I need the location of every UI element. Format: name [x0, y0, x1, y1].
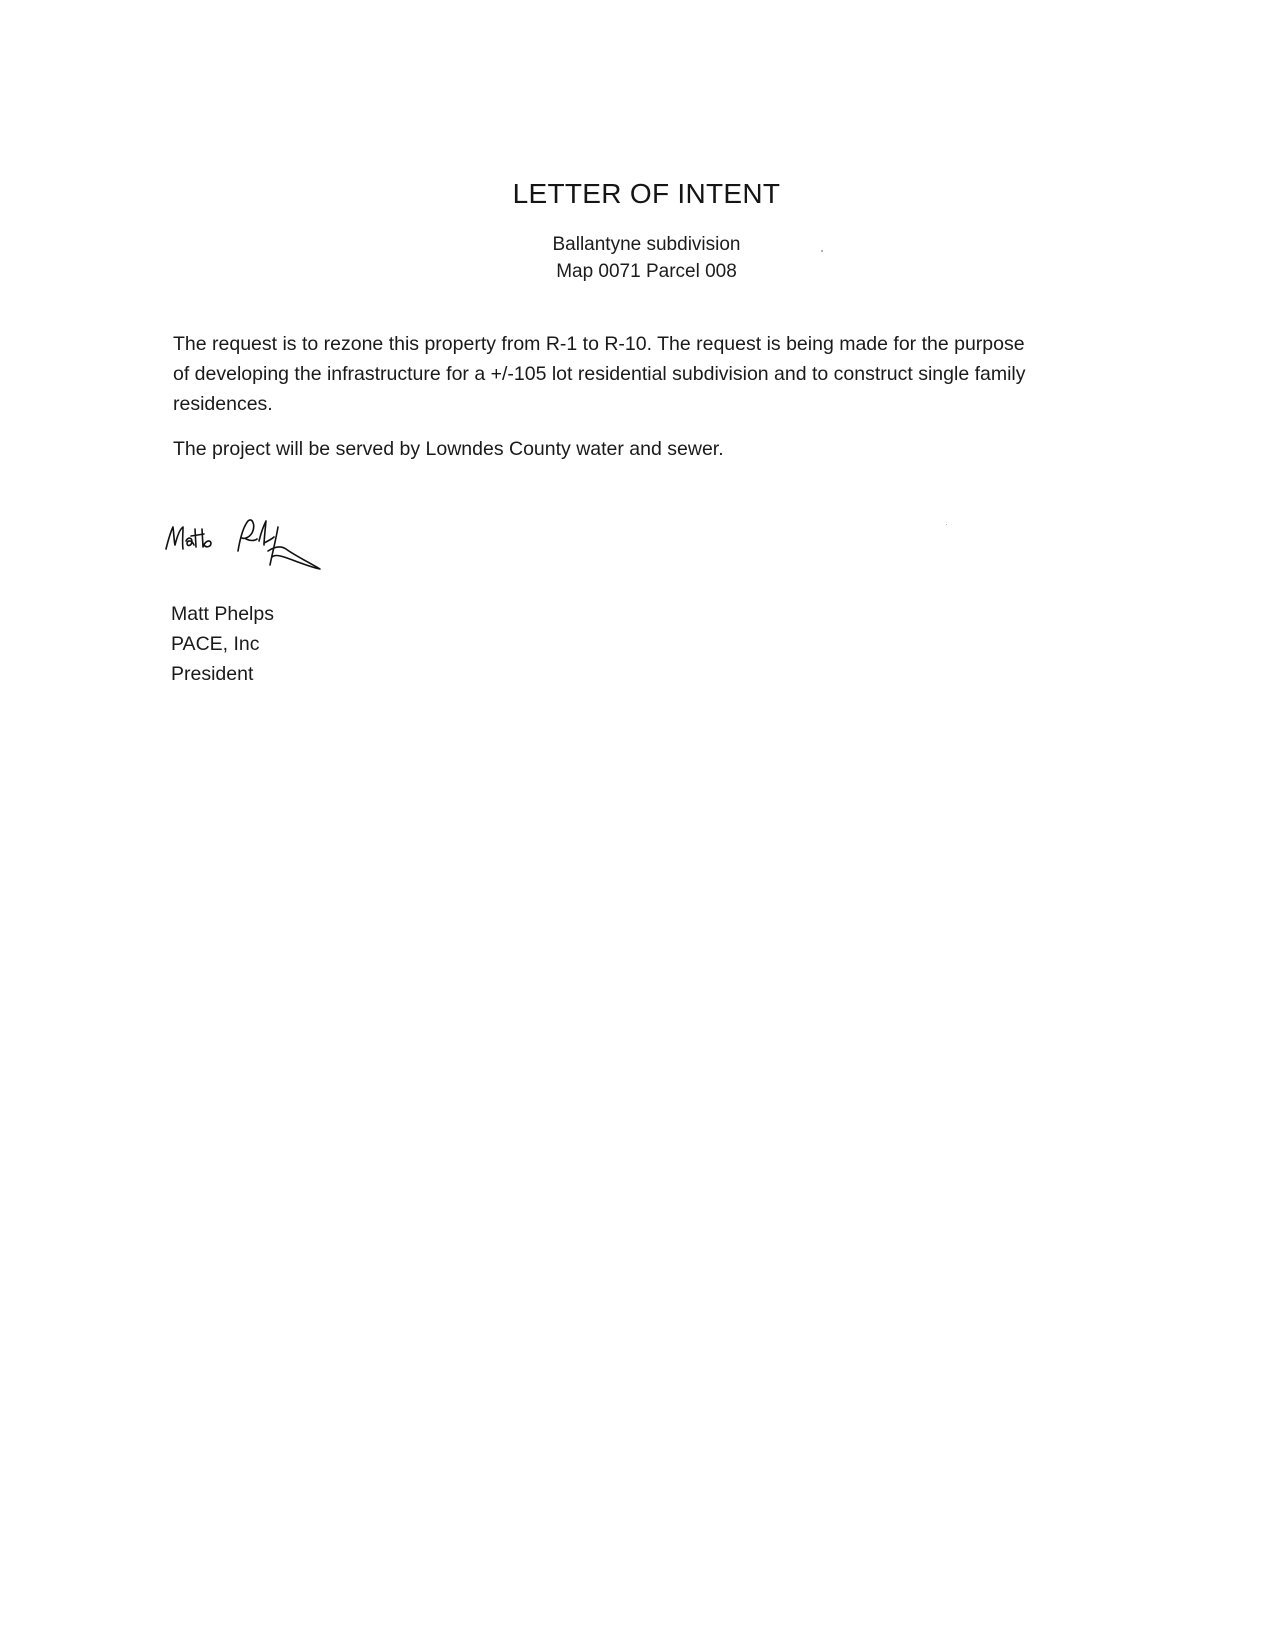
- handwritten-signature: [160, 505, 340, 585]
- utilities-paragraph: The project will be served by Lowndes County water and sewer.: [173, 438, 724, 460]
- signer-title: President: [171, 663, 254, 685]
- signer-company: PACE, Inc: [171, 633, 260, 655]
- subdivision-name: Ballantyne subdivision: [552, 234, 741, 255]
- scan-speck: [821, 250, 823, 252]
- document-title: LETTER OF INTENT: [512, 178, 781, 209]
- scan-speck: [946, 524, 947, 525]
- signer-name: Matt Phelps: [171, 603, 274, 625]
- map-parcel: Map 0071 Parcel 008: [556, 261, 737, 282]
- request-paragraph: The request is to rezone this property from R-1 to R-10. The request is being made for the purpose of developing the infrastructure for a +/-105 lot residential subdivision and to construct single family residences.: [173, 333, 1026, 415]
